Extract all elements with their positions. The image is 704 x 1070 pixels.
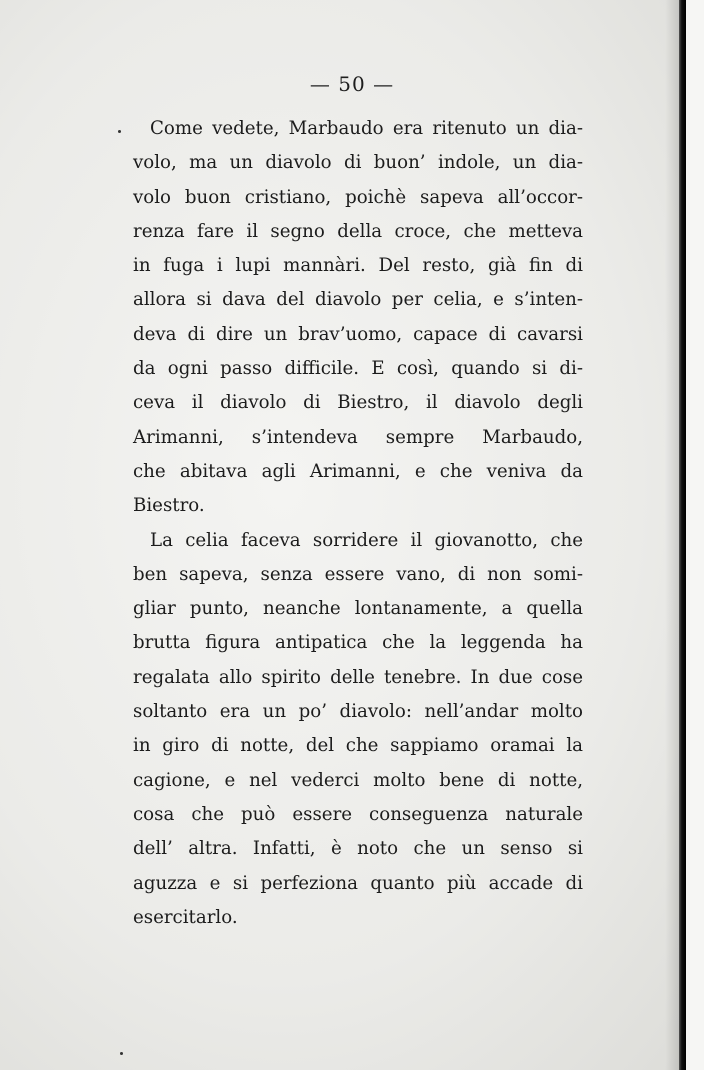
text-line: brutta figura antipatica che la leggenda ha: [133, 632, 583, 654]
text-line: renza fare il segno della croce, che metteva: [133, 220, 583, 242]
text-line: in giro di notte, del che sappiamo oramai la: [133, 735, 583, 757]
text-line: Arimanni, s’intendeva sempre Marbaudo,: [133, 426, 583, 448]
text-line: soltanto era un po’ diavolo: nell’andar molto: [133, 701, 583, 723]
text-line: La celia faceva sorridere il giovanotto, che: [150, 529, 583, 551]
text-line: gliar punto, neanche lontanamente, a quella: [133, 598, 583, 620]
text-line: esercitarlo.: [133, 906, 238, 928]
text-line: ceva il diavolo di Biestro, il diavolo degli: [133, 392, 583, 414]
text-line: in fuga i lupi mannàri. Del resto, già fin di: [133, 255, 583, 277]
text-line: che abitava agli Arimanni, e che veniva da: [133, 460, 583, 482]
text-line: volo, ma un diavolo di buon’ indole, un dia-: [133, 152, 583, 174]
ink-speck: [118, 130, 121, 133]
text-line: ben sapeva, senza essere vano, di non somi-: [133, 563, 583, 585]
binding-gutter: [679, 0, 686, 1070]
text-line: Biestro.: [133, 495, 205, 517]
text-line: deva di dire un brav’uomo, capace di cavarsi: [133, 323, 583, 345]
text-line: volo buon cristiano, poichè sapeva all’occor-: [133, 186, 583, 208]
text-line: allora si dava del diavolo per celia, e s’inten-: [133, 289, 583, 311]
ink-speck: [120, 1052, 123, 1055]
text-line: aguzza e si perfeziona quanto più accade di: [133, 872, 583, 894]
text-line: dell’ altra. Infatti, è noto che un senso si: [133, 838, 583, 860]
body-text: [133, 112, 583, 935]
text-line: regalata allo spirito delle tenebre. In due cose: [133, 666, 583, 688]
text-line: da ogni passo difficile. E così, quando si di-: [133, 358, 583, 380]
paragraph-2: [133, 524, 583, 936]
binding-shadow: [665, 0, 679, 1070]
text-line: Come vedete, Marbaudo era ritenuto un dia-: [150, 118, 583, 139]
text-line: cagione, e nel vederci molto bene di notte,: [133, 769, 583, 791]
text-line: cosa che può essere conseguenza naturale: [133, 803, 583, 825]
paragraph-1: [133, 112, 583, 524]
page-number: — 50 —: [309, 72, 395, 96]
facing-page-edge: [686, 0, 704, 1070]
